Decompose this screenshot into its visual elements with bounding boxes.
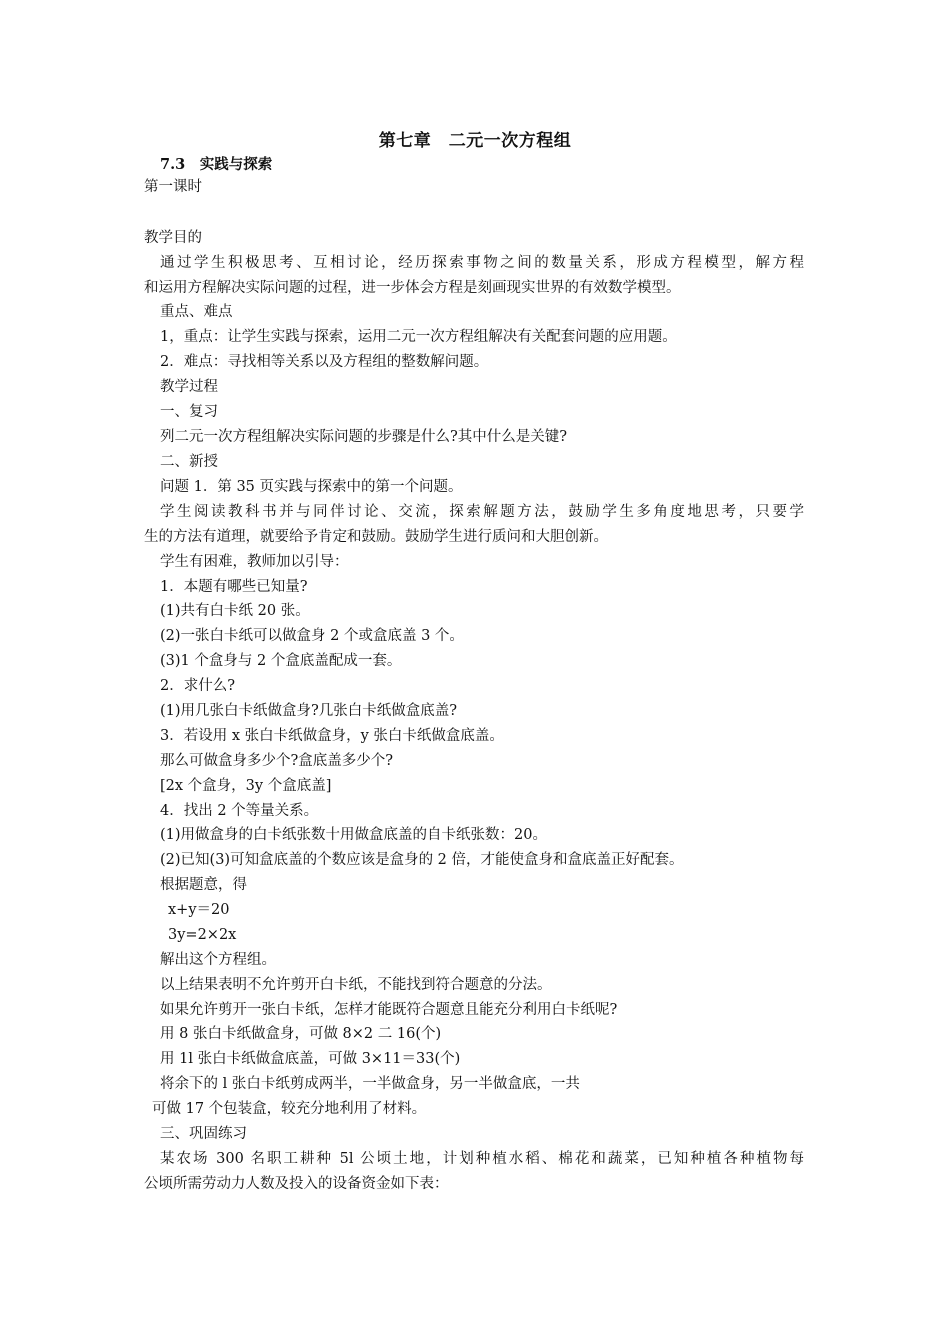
- text-line: 3．若设用 x 张白卡纸做盒身，y 张白卡纸做盒底盖。: [160, 728, 504, 744]
- text-line: 1．本题有哪些已知量?: [160, 579, 308, 595]
- text-line: 教学目的: [144, 230, 202, 246]
- text-line: 学生阅读教科书并与同伴讨论、交流，探索解题方法，鼓励学生多角度地思考，只要学: [160, 504, 804, 520]
- text-line: 通过学生积极思考、互相讨论，经历探索事物之间的数量关系，形成方程模型，解方程: [160, 255, 804, 271]
- text-line: 和运用方程解决实际问题的过程，进一步体会方程是刻画现实世界的有效数学模型。: [144, 280, 681, 296]
- text-line: 4．找出 2 个等量关系。: [160, 803, 319, 819]
- text-line: 重点、难点: [160, 304, 233, 320]
- text-line: [2x 个盒身，3y 个盒底盖]: [160, 778, 332, 794]
- text-line: (1)共有白卡纸 20 张。: [160, 603, 310, 619]
- section-heading: 7.3 实践与探索: [160, 156, 273, 173]
- text-line: (1)用做盒身的白卡纸张数十用做盒底盖的自卡纸张数：20。: [160, 827, 547, 843]
- text-line: 教学过程: [160, 379, 218, 395]
- text-line: 三、巩固练习: [160, 1126, 247, 1142]
- text-line: 公顷所需劳动力人数及投入的设备资金如下表：: [144, 1176, 449, 1192]
- text-line: 根据题意，得: [160, 877, 247, 893]
- text-line: 以上结果表明不允许剪开白卡纸，不能找到符合题意的分法。: [160, 977, 552, 993]
- text-line: 问题 1．第 35 页实践与探索中的第一个问题。: [160, 479, 463, 495]
- text-line: (1)用几张白卡纸做盒身?几张白卡纸做盒底盖?: [160, 703, 458, 719]
- text-line: 生的方法有道理，就要给予肯定和鼓励。鼓励学生进行质问和大胆创新。: [144, 529, 608, 545]
- text-line: 1，重点：让学生实践与探索，运用二元一次方程组解决有关配套问题的应用题。: [160, 329, 677, 345]
- text-line: 用 8 张白卡纸做盒身，可做 8×2 二 16(个): [160, 1026, 442, 1042]
- text-line: (2)已知(3)可知盒底盖的个数应该是盒身的 2 倍，才能使盒身和盒底盖正好配套。: [160, 852, 684, 868]
- text-line: 2．难点：寻找相等关系以及方程组的整数解问题。: [160, 354, 489, 370]
- text-line: 列二元一次方程组解决实际问题的步骤是什么?其中什么是关键?: [160, 429, 568, 445]
- text-line: 如果允许剪开一张白卡纸，怎样才能既符合题意且能充分利用白卡纸呢?: [160, 1002, 618, 1018]
- text-line: 一、复习: [160, 404, 218, 420]
- equation-line: 3y=2×2x: [168, 927, 237, 943]
- lesson-period: 第一课时: [144, 179, 202, 195]
- text-line: 可做 17 个包装盒，较充分地利用了材料。: [152, 1101, 427, 1117]
- text-line: 某农场 300 名职工耕种 5l 公顷土地，计划种植水稻、棉花和蔬菜，已知种植各种植物每: [160, 1151, 804, 1167]
- text-line: (2)一张白卡纸可以做盒身 2 个或盒底盖 3 个。: [160, 628, 464, 644]
- text-line: 将余下的 l 张白卡纸剪成两半，一半做盒身，另一半做盒底，一共: [160, 1076, 580, 1092]
- text-line: 那么可做盒身多少个?盒底盖多少个?: [160, 753, 394, 769]
- text-line: 解出这个方程组。: [160, 952, 276, 968]
- text-line: 用 1l 张白卡纸做盒底盖，可做 3×11＝33(个): [160, 1051, 461, 1067]
- equation-line: x+y＝20: [168, 902, 230, 918]
- text-line: 学生有困难，教师加以引导：: [160, 554, 349, 570]
- text-line: 2．求什么?: [160, 678, 235, 694]
- text-line: 二、新授: [160, 454, 218, 470]
- text-line: (3)1 个盒身与 2 个盒底盖配成一套。: [160, 653, 402, 669]
- chapter-title: 第七章 二元一次方程组: [378, 131, 572, 151]
